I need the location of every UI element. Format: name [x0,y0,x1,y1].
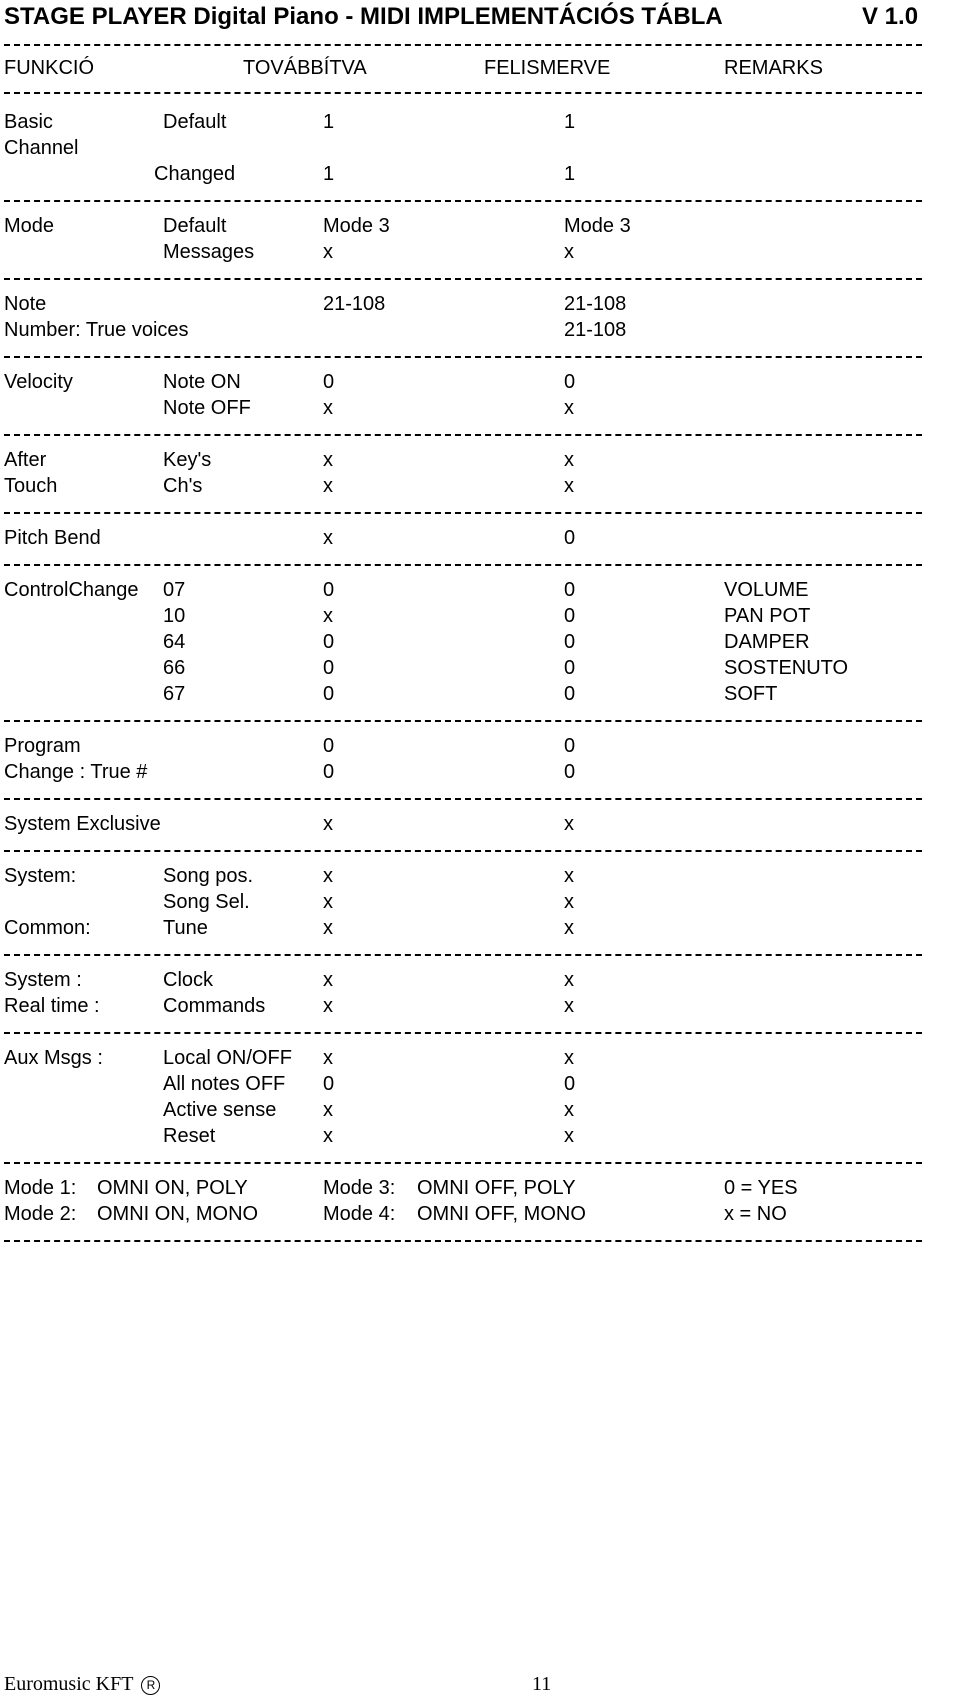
mode-default-tx: Mode 3 [323,215,390,237]
system-exclusive-tx: x [323,813,333,835]
aux-msgs-tx: x [323,1125,333,1147]
header-function: FUNKCIÓ [4,57,94,79]
mode-label: Mode [4,215,55,237]
aux-msgs-label: Aux Msgs : [4,1047,103,1069]
cc-tx: 0 [323,631,335,653]
basic-channel-label: Basic [4,111,53,133]
cc-rx: 0 [564,657,576,679]
aux-msgs-item: Local ON/OFF [163,1047,292,1069]
cc-remark: SOSTENUTO [724,657,849,679]
system-realtime-label-2: Real time : [4,995,100,1017]
separator [4,564,922,566]
system-common-rx: x [564,891,574,913]
basic-changed-tx: 1 [323,163,335,185]
pitch-bend-tx: x [323,527,333,549]
cc-rx: 0 [564,605,576,627]
aux-msgs-item: All notes OFF [163,1073,286,1095]
mode-messages-rx: x [564,241,574,263]
header-transmitted: TOVÁBBÍTVA [243,57,367,79]
page-title: STAGE PLAYER Digital Piano - MIDI IMPLEMENTÁCIÓS TÁBLA [4,3,723,30]
version-label: V 1.0 [862,3,919,30]
legend-mode2-value: OMNI ON, MONO [97,1203,259,1225]
footer-company [4,1672,160,1696]
separator [4,798,922,800]
legend-mode1-label: Mode 1: [4,1177,77,1199]
basic-channel-label-2: Channel [4,137,79,159]
legend-mode3-value: OMNI OFF, POLY [417,1177,576,1199]
separator [4,44,922,46]
cc-remark: VOLUME [724,579,809,601]
cc-remark: PAN POT [724,605,811,627]
mode-default-rx: Mode 3 [564,215,631,237]
legend-mode4-label: Mode 4: [323,1203,396,1225]
legend-mode4-value: OMNI OFF, MONO [417,1203,586,1225]
note-rx: 21-108 [564,293,627,315]
cc-tx: 0 [323,683,335,705]
velocity-on-label: Note ON [163,371,241,393]
aux-msgs-tx: x [323,1099,333,1121]
page-number: 11 [532,1673,552,1695]
system-common-rx: x [564,917,574,939]
legend-no: x = NO [724,1203,787,1225]
system-realtime-item: Clock [163,969,214,991]
system-realtime-tx: x [323,969,333,991]
velocity-label: Velocity [4,371,73,393]
note-true-voices-rx: 21-108 [564,319,627,341]
velocity-off-rx: x [564,397,574,419]
control-change-label: ControlChange [4,579,139,601]
aux-msgs-tx: 0 [323,1073,335,1095]
pitch-bend-rx: 0 [564,527,576,549]
mode-messages-tx: x [323,241,333,263]
cc-number: 67 [163,683,186,705]
system-realtime-rx: x [564,969,574,991]
separator [4,200,922,202]
cc-rx: 0 [564,579,576,601]
separator [4,954,922,956]
cc-number: 64 [163,631,186,653]
aux-msgs-tx: x [323,1047,333,1069]
cc-rx: 0 [564,631,576,653]
after-touch-keys-label: Key's [163,449,212,471]
registered-trademark-icon: R [141,1676,160,1695]
system-realtime-item: Commands [163,995,266,1017]
program-change-true-tx: 0 [323,761,335,783]
aux-msgs-rx: 0 [564,1073,576,1095]
separator [4,278,922,280]
legend-mode2-label: Mode 2: [4,1203,77,1225]
program-change-true-rx: 0 [564,761,576,783]
separator [4,434,922,436]
note-number-label: Number: True voices [4,319,189,341]
system-common-item: Tune [163,917,208,939]
separator [4,850,922,852]
program-change-tx: 0 [323,735,335,757]
aux-msgs-item: Reset [163,1125,216,1147]
system-common-tx: x [323,891,333,913]
after-touch-keys-rx: x [564,449,574,471]
separator [4,1032,922,1034]
program-change-true-label: Change : True # [4,761,148,783]
cc-remark: DAMPER [724,631,810,653]
after-touch-label: After [4,449,47,471]
separator [4,356,922,358]
aux-msgs-rx: x [564,1099,574,1121]
velocity-on-tx: 0 [323,371,335,393]
cc-number: 10 [163,605,186,627]
cc-tx: x [323,605,333,627]
cc-tx: 0 [323,657,335,679]
system-realtime-rx: x [564,995,574,1017]
after-touch-keys-tx: x [323,449,333,471]
header-recognized: FELISMERVE [484,57,611,79]
after-touch-label-2: Touch [4,475,58,497]
aux-msgs-rx: x [564,1047,574,1069]
aux-msgs-item: Active sense [163,1099,277,1121]
system-exclusive-label: System Exclusive [4,813,161,835]
basic-default-label: Default [163,111,227,133]
basic-changed-label: Changed [154,163,236,185]
company-name: Euromusic KFT [4,1673,134,1695]
system-realtime-label: System : [4,969,82,991]
basic-default-rx: 1 [564,111,576,133]
separator [4,92,922,94]
basic-default-tx: 1 [323,111,335,133]
system-common-label: System: [4,865,77,887]
header-remarks: REMARKS [724,57,823,79]
legend-yes: 0 = YES [724,1177,798,1199]
mode-default-label: Default [163,215,227,237]
system-common-tx: x [323,865,333,887]
note-tx: 21-108 [323,293,386,315]
cc-remark: SOFT [724,683,778,705]
program-change-label: Program [4,735,81,757]
cc-number: 66 [163,657,186,679]
cc-number: 07 [163,579,186,601]
mode-messages-label: Messages [163,241,255,263]
cc-tx: 0 [323,579,335,601]
system-common-item: Song Sel. [163,891,250,913]
system-common-tx: x [323,917,333,939]
system-common-label-2: Common: [4,917,91,939]
separator [4,1240,922,1242]
system-exclusive-rx: x [564,813,574,835]
legend-mode3-label: Mode 3: [323,1177,396,1199]
system-common-rx: x [564,865,574,887]
aux-msgs-rx: x [564,1125,574,1147]
note-label: Note [4,293,47,315]
velocity-on-rx: 0 [564,371,576,393]
cc-rx: 0 [564,683,576,705]
legend-mode1-value: OMNI ON, POLY [97,1177,248,1199]
after-touch-chs-label: Ch's [163,475,203,497]
after-touch-chs-tx: x [323,475,333,497]
pitch-bend-label: Pitch Bend [4,527,101,549]
system-realtime-tx: x [323,995,333,1017]
program-change-rx: 0 [564,735,576,757]
system-common-item: Song pos. [163,865,254,887]
basic-changed-rx: 1 [564,163,576,185]
separator [4,1162,922,1164]
after-touch-chs-rx: x [564,475,574,497]
separator [4,720,922,722]
separator [4,512,922,514]
velocity-off-tx: x [323,397,333,419]
velocity-off-label: Note OFF [163,397,251,419]
